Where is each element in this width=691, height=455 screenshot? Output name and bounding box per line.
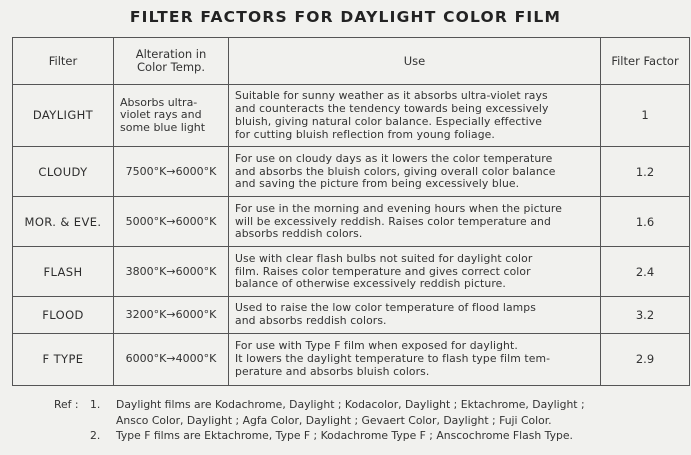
use-line: will be excessively reddish. Raises color temperature and (235, 214, 551, 228)
alteration-line: violet rays and (120, 108, 202, 122)
filter-name: FLOOD (13, 297, 114, 333)
use-description (229, 147, 601, 197)
use-line: and saving the picture from being excessively blue. (235, 177, 520, 191)
header-alteration: Alteration in Color Temp. (114, 38, 229, 85)
reference-number: 1. (90, 398, 101, 411)
use-line: It lowers the daylight temperature to flash type film tem- (235, 352, 551, 366)
table-row (13, 247, 690, 297)
filter-factor-value: 1.2 (601, 147, 690, 197)
filter-factor-value: 2.9 (601, 333, 690, 385)
filter-factor-value: 1.6 (601, 197, 690, 247)
table-row (13, 85, 690, 147)
header-use: Use (229, 38, 601, 85)
filter-name: FLASH (13, 247, 114, 297)
alteration-line: 3800°K→6000°K (125, 264, 217, 278)
alteration-line: Absorbs ultra- (120, 95, 198, 109)
reference-prefix: Ref : (54, 398, 79, 411)
use-line: Use with clear flash bulbs not suited for daylight color (235, 251, 533, 265)
alteration-line: some blue light (120, 121, 206, 135)
use-line: bluish, giving natural color balance. Especially effective (235, 114, 543, 128)
alteration-cell (114, 333, 229, 385)
use-line: For use in the morning and evening hours when the picture (235, 201, 562, 215)
filter-factor-value: 3.2 (601, 297, 690, 333)
filter-factors-table (12, 37, 690, 386)
use-description (229, 197, 601, 247)
reference-1-continued (54, 413, 684, 429)
reference-text: Daylight films are Kodachrome, Daylight ; Kodacolor, Daylight ; Ektachrome, Daylight ; (116, 398, 585, 411)
alteration-line: 5000°K→6000°K (125, 214, 217, 228)
alteration-line: 3200°K→6000°K (125, 307, 217, 321)
filter-name: F TYPE (13, 333, 114, 385)
alteration-cell (114, 85, 229, 147)
use-line: for cutting bluish reflection from young foliage. (235, 127, 495, 141)
use-line: and absorbs reddish colors. (235, 314, 387, 328)
table-row (13, 197, 690, 247)
use-line: Used to raise the low color temperature of flood lamps (235, 301, 536, 315)
use-line: and absorbs the bluish colors, giving overall color balance (235, 164, 556, 178)
reference-text: Ansco Color, Daylight ; Agfa Color, Daylight ; Gevaert Color, Daylight ; Fuji Color. (116, 413, 552, 427)
table-row (13, 297, 690, 333)
alteration-cell (114, 247, 229, 297)
use-description (229, 333, 601, 385)
alteration-cell (114, 147, 229, 197)
use-line: and counteracts the tendency towards being excessively (235, 101, 549, 115)
filter-name: CLOUDY (13, 147, 114, 197)
use-description (229, 247, 601, 297)
table-header-row (13, 38, 690, 85)
alteration-line: 6000°K→4000°K (125, 352, 217, 366)
filter-factor-value: 1 (601, 85, 690, 147)
filter-name: MOR. & EVE. (13, 197, 114, 247)
header-filter: Filter (13, 38, 114, 85)
use-description (229, 85, 601, 147)
header-factor: Filter Factor (601, 38, 690, 85)
table-row (13, 333, 690, 385)
page-title: FILTER FACTORS FOR DAYLIGHT COLOR FILM (129, 8, 562, 26)
use-line: film. Raises color temperature and gives correct color (235, 264, 531, 278)
use-line: perature and absorbs bluish colors. (235, 364, 430, 378)
filter-factor-value: 2.4 (601, 247, 690, 297)
alteration-line: 7500°K→6000°K (125, 164, 217, 178)
alteration-cell (114, 197, 229, 247)
reference-text: Type F films are Ektachrome, Type F ; Kodachrome Type F ; Anscochrome Flash Type. (116, 429, 573, 442)
use-description (229, 297, 601, 333)
use-line: For use with Type F film when exposed for daylight. (235, 339, 518, 353)
references (54, 397, 684, 444)
reference-number: 2. (90, 429, 101, 442)
use-line: balance of otherwise excessively reddish picture. (235, 277, 506, 291)
use-line: For use on cloudy days as it lowers the color temperature (235, 151, 553, 165)
alteration-cell (114, 297, 229, 333)
reference-2 (54, 428, 684, 444)
reference-1 (54, 397, 684, 413)
use-line: absorbs reddish colors. (235, 227, 363, 241)
table-row (13, 147, 690, 197)
use-line: Suitable for sunny weather as it absorbs ultra-violet rays (235, 89, 548, 103)
filter-name: DAYLIGHT (13, 85, 114, 147)
